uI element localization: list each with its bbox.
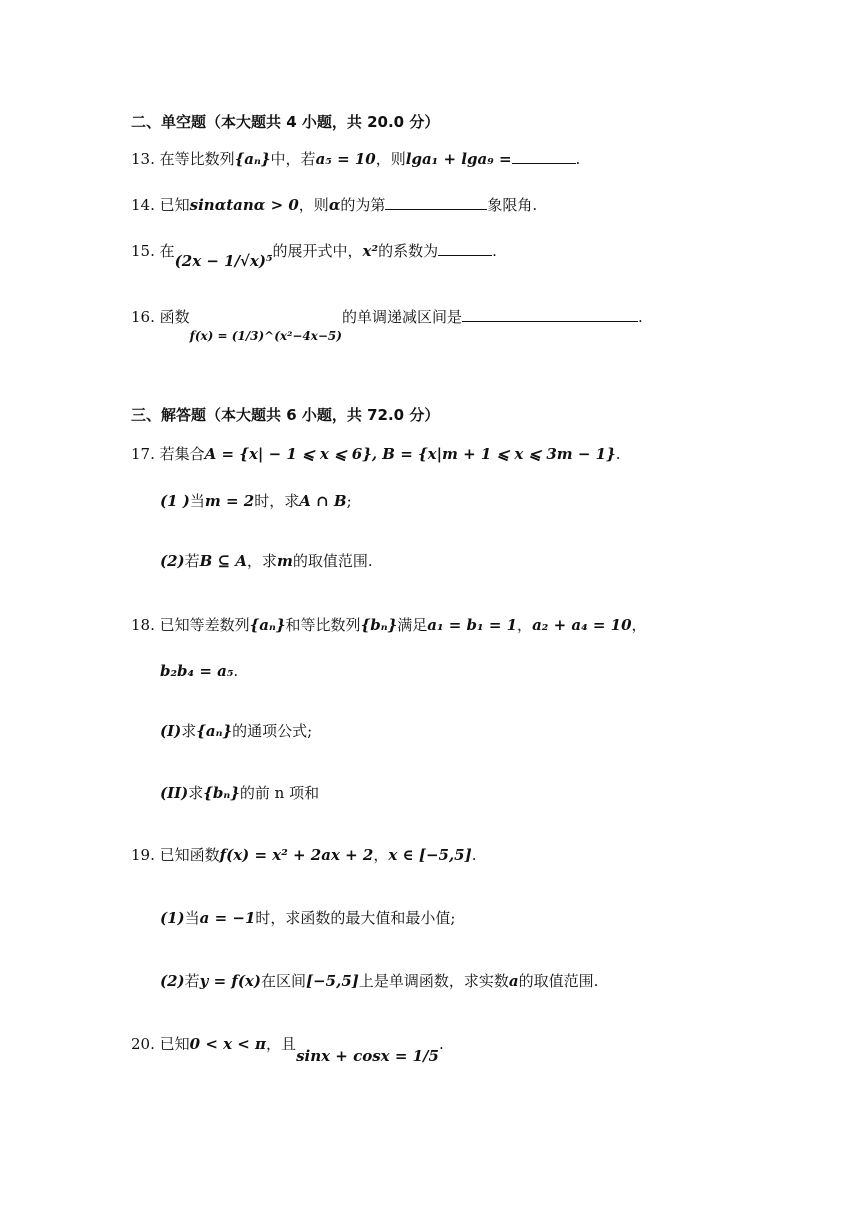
question-text: . [575, 150, 581, 168]
question-text: . [233, 662, 239, 680]
question-18 [131, 614, 647, 636]
question-number: 18. [131, 616, 155, 634]
question-text: 在 [159, 242, 175, 260]
question-text: 已知 [159, 196, 190, 214]
question-18-part-2 [160, 782, 319, 804]
math-expression: {aₙ} [249, 616, 286, 634]
math-expression: 0 < x < π [189, 1035, 267, 1053]
math-expression: {bₙ} [360, 616, 398, 634]
math-expression: a = −1 [199, 909, 256, 927]
question-text: 当 [184, 909, 200, 927]
question-18-part-1 [160, 720, 312, 742]
question-number: 14. [131, 196, 155, 214]
math-expression: A = {x| − 1 ⩽ x ⩽ 6}, B = {x|m + 1 ⩽ x ⩽ 3m − 1} [204, 445, 616, 463]
math-expression: [−5,5] [306, 972, 359, 990]
math-expression: α [328, 196, 341, 214]
question-text: 已知等差数列 [159, 616, 250, 634]
question-text: 时，求函数的最大值和最小值; [255, 909, 456, 927]
part-label: (2) [160, 972, 185, 990]
math-expression: {aₙ} [234, 150, 271, 168]
question-text: ; [346, 492, 352, 510]
question-text: 象限角. [487, 196, 538, 214]
math-expression: y = f(x) [199, 972, 261, 990]
math-expression: m = 2 [204, 492, 255, 510]
question-19 [131, 844, 477, 866]
part-label: (1) [160, 909, 185, 927]
math-expression: a₁ = b₁ = 1 [427, 616, 518, 634]
math-expression: f(x) = x² + 2ax + 2 [219, 846, 374, 864]
question-text: ，且 [266, 1035, 297, 1053]
question-text: 在等比数列 [159, 150, 235, 168]
section-heading-answer-questions: 三、解答题（本大题共 6 小题，共 72.0 分） [131, 406, 440, 424]
question-number: 20. [131, 1035, 155, 1053]
question-19-part-1 [160, 907, 455, 929]
question-text: 满足 [397, 616, 428, 634]
math-expression: {bₙ} [203, 784, 240, 802]
question-17-part-1 [160, 490, 352, 512]
math-expression: a₅ = 10 [315, 150, 376, 168]
question-text: 求 [181, 722, 197, 740]
answer-blank [462, 307, 638, 322]
question-16 [131, 306, 643, 343]
question-text: 的系数为 [378, 242, 439, 260]
math-expression: x ∈ [−5,5] [388, 846, 472, 864]
math-expression: (2x − 1/√x)⁵ [174, 252, 273, 270]
question-text: 求 [188, 784, 204, 802]
question-text: . [438, 1035, 444, 1053]
question-14 [131, 194, 537, 216]
question-13 [131, 148, 580, 170]
answer-blank [512, 149, 576, 164]
question-text: 的为第 [340, 196, 386, 214]
question-text: ， [373, 846, 389, 864]
math-expression: a [508, 972, 519, 990]
answer-blank [385, 195, 487, 210]
math-expression: a₂ + a₄ = 10 [532, 616, 632, 634]
question-text: . [637, 308, 643, 326]
question-text: 若集合 [159, 445, 205, 463]
question-text: 已知 [159, 1035, 190, 1053]
question-number: 17. [131, 445, 155, 463]
math-expression: f(x) = (1/3)^(x²−4x−5) [189, 329, 342, 343]
question-text: ， [631, 616, 647, 634]
question-text: . [471, 846, 477, 864]
question-text: 当 [189, 492, 205, 510]
answer-blank [438, 241, 492, 256]
math-expression: sinαtanα > 0 [189, 196, 299, 214]
section-heading-single-blank: 二、单空题（本大题共 4 小题，共 20.0 分） [131, 113, 440, 131]
question-text: ， [517, 616, 533, 634]
question-text: 和等比数列 [285, 616, 361, 634]
question-19-part-2 [160, 970, 598, 992]
question-18-line-2 [160, 660, 238, 682]
part-label: (1 ) [160, 492, 190, 510]
question-text: ，则 [375, 150, 406, 168]
math-expression: A ∩ B [299, 492, 347, 510]
question-text: ，求 [247, 552, 278, 570]
question-number: 19. [131, 846, 155, 864]
question-text: 若 [184, 552, 200, 570]
question-number: 13. [131, 150, 155, 168]
math-expression: B ⊆ A [199, 552, 247, 570]
question-number: 16. [131, 308, 155, 326]
question-number: 15. [131, 242, 155, 260]
part-label: (I) [160, 722, 182, 740]
question-text: 的取值范围. [292, 552, 373, 570]
question-text: 函数 [159, 308, 190, 326]
question-20 [131, 1033, 444, 1065]
question-text: 的通项公式; [232, 722, 313, 740]
math-expression: sinx + cosx = 1/5 [296, 1047, 439, 1065]
question-15 [131, 240, 497, 270]
question-text: 若 [184, 972, 200, 990]
question-text: 在区间 [260, 972, 306, 990]
question-text: 上是单调函数，求实数 [358, 972, 509, 990]
question-text: . [615, 445, 621, 463]
part-label: (II) [160, 784, 189, 802]
math-expression: lga₁ + lga₉ = [405, 150, 512, 168]
question-text: 时，求 [254, 492, 300, 510]
math-expression: b₂b₄ = a₅ [160, 662, 234, 680]
question-17 [131, 443, 621, 465]
question-text: 的展开式中， [272, 242, 363, 260]
question-text: 的单调递减区间是 [341, 308, 462, 326]
question-17-part-2 [160, 550, 373, 572]
question-text: 的前 n 项和 [239, 784, 320, 802]
question-text: ，则 [298, 196, 329, 214]
math-expression: m [277, 552, 293, 570]
math-expression: x² [362, 242, 379, 260]
question-text: 已知函数 [159, 846, 220, 864]
part-label: (2) [160, 552, 185, 570]
math-expression: {aₙ} [196, 722, 233, 740]
question-text: . [492, 242, 497, 260]
question-text: 中，若 [270, 150, 316, 168]
question-text: 的取值范围. [518, 972, 599, 990]
